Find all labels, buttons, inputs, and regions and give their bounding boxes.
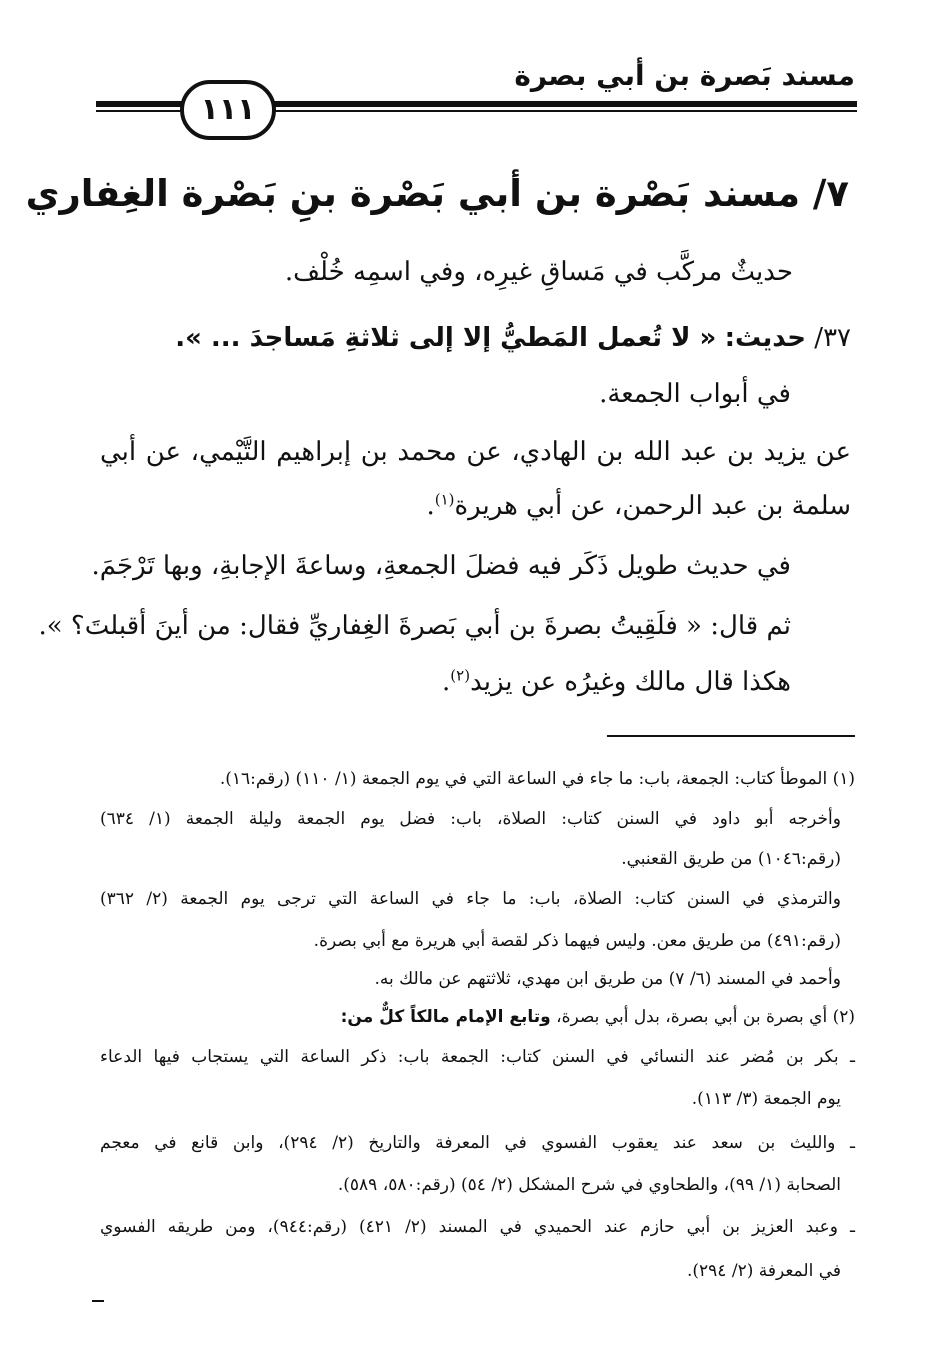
footnote-separator xyxy=(607,735,855,737)
isnad-period: . xyxy=(426,491,435,521)
isnad-line-2 xyxy=(100,484,851,528)
footnote-2-line-4: ـ والليث بن سعد عند يعقوب الفسوي في المعرفة والتاريخ (٢/ ٢٩٤)، وابن قانع في معجم xyxy=(100,1133,855,1153)
running-header-title: مسند بَصرة بن أبي بصرة xyxy=(514,59,855,92)
page-number: ١١١ xyxy=(180,80,276,140)
text-line-5-period: . xyxy=(442,667,451,697)
footnote-2-line-5: الصحابة (١/ ٩٩)، والطحاوي في شرح المشكل (٢/ ٥٤) (رقم:٥٨٠، ٥٨٩). xyxy=(337,1175,841,1195)
footnote-2-line-6: ـ وعبد العزيز بن أبي حازم عند الحميدي في المسند (٢/ ٤٢١) (رقم:٩٤٤)، ومن طريقه الفسوي xyxy=(100,1217,855,1237)
chapter-line: في أبواب الجمعة. xyxy=(599,379,791,409)
footnote-1-line-4: والترمذي في السنن كتاب: الصلاة، باب: ما جاء في الساعة التي ترجى يوم الجمعة (٢/ ٣٦٢) xyxy=(100,889,841,909)
footnote-2-line-7: في المعرفة (٢/ ٢٩٤). xyxy=(686,1261,841,1281)
footnote-2-line-3: يوم الجمعة (٣/ ١١٣). xyxy=(691,1089,841,1109)
isnad-text: سلمة بن عبد الرحمن، عن أبي هريرة xyxy=(454,491,851,521)
footnote-1-line-2: وأخرجه أبو داود في السنن كتاب: الصلاة، باب: فضل يوم الجمعة وليلة الجمعة (١/ ٦٣٤) xyxy=(100,809,841,829)
hadith-text: « لا تُعمل المَطيُّ إلا إلى ثلاثةِ مَساجدَ ... ». xyxy=(175,323,717,353)
footnote-2-intro: (٢) أي بصرة بن أبي بصرة، بدل أبي بصرة، xyxy=(556,1007,855,1027)
bottom-mark xyxy=(92,1300,104,1302)
footnote-1-line-6: وأحمد في المسند (٦/ ٧) من طريق ابن مهدي، ثلاثتهم عن مالك به. xyxy=(374,969,841,989)
text-line-5-text: هكذا قال مالك وغيرُه عن يزيد xyxy=(470,667,791,697)
footnote-2-emphasis: وتابع الإمام مالكاً كلٌّ من: xyxy=(340,1007,551,1027)
intro-line: حديثٌ مركَّب في مَساقِ غيرِه، وفي اسمِه خُلْف. xyxy=(284,257,793,287)
text-line-3: في حديث طويل ذَكَر فيه فضلَ الجمعةِ، وساعةَ الإجابةِ، وبها تَرْجَمَ. xyxy=(91,551,791,581)
section-title: ٧/ مسند بَصْرة بن أبي بَصْرة بنِ بَصْرة الغِفاري xyxy=(25,172,849,215)
isnad-line-1: عن يزيد بن عبد الله بن الهادي، عن محمد بن إبراهيم التَّيْمي، عن أبي xyxy=(100,437,851,467)
footnote-1-line-3: (رقم:١٠٤٦) من طريق القعنبي. xyxy=(621,849,841,869)
footnote-2-line-1 xyxy=(100,1004,855,1030)
text-line-4: ثم قال: « فلَقِيتُ بصرةَ بن أبي بَصرةَ الغِفاريِّ فقال: من أينَ أقبلتَ؟ ». xyxy=(38,611,791,641)
footnote-2-line-2: ـ بكر بن مُضر عند النسائي في السنن كتاب: الجمعة باب: ذكر الساعة التي يستجاب فيها الدعاء xyxy=(100,1047,855,1067)
hadith-number: ٣٧/ xyxy=(814,323,851,353)
text-line-5 xyxy=(91,660,791,704)
footnote-ref-2[interactable]: (٢) xyxy=(450,666,471,685)
footnote-1-line-1: (١) الموطأ كتاب: الجمعة، باب: ما جاء في الساعة التي في يوم الجمعة (١/ ١١٠) (رقم:١٦). xyxy=(219,769,855,789)
hadith-label: حديث: xyxy=(724,323,807,353)
footnote-1-line-5: (رقم:٤٩١) من طريق معن. وليس فيهما ذكر لقصة أبي هريرة مع أبي بصرة. xyxy=(313,931,841,951)
footnote-ref-1[interactable]: (١) xyxy=(434,490,455,509)
hadith-line xyxy=(100,316,851,360)
